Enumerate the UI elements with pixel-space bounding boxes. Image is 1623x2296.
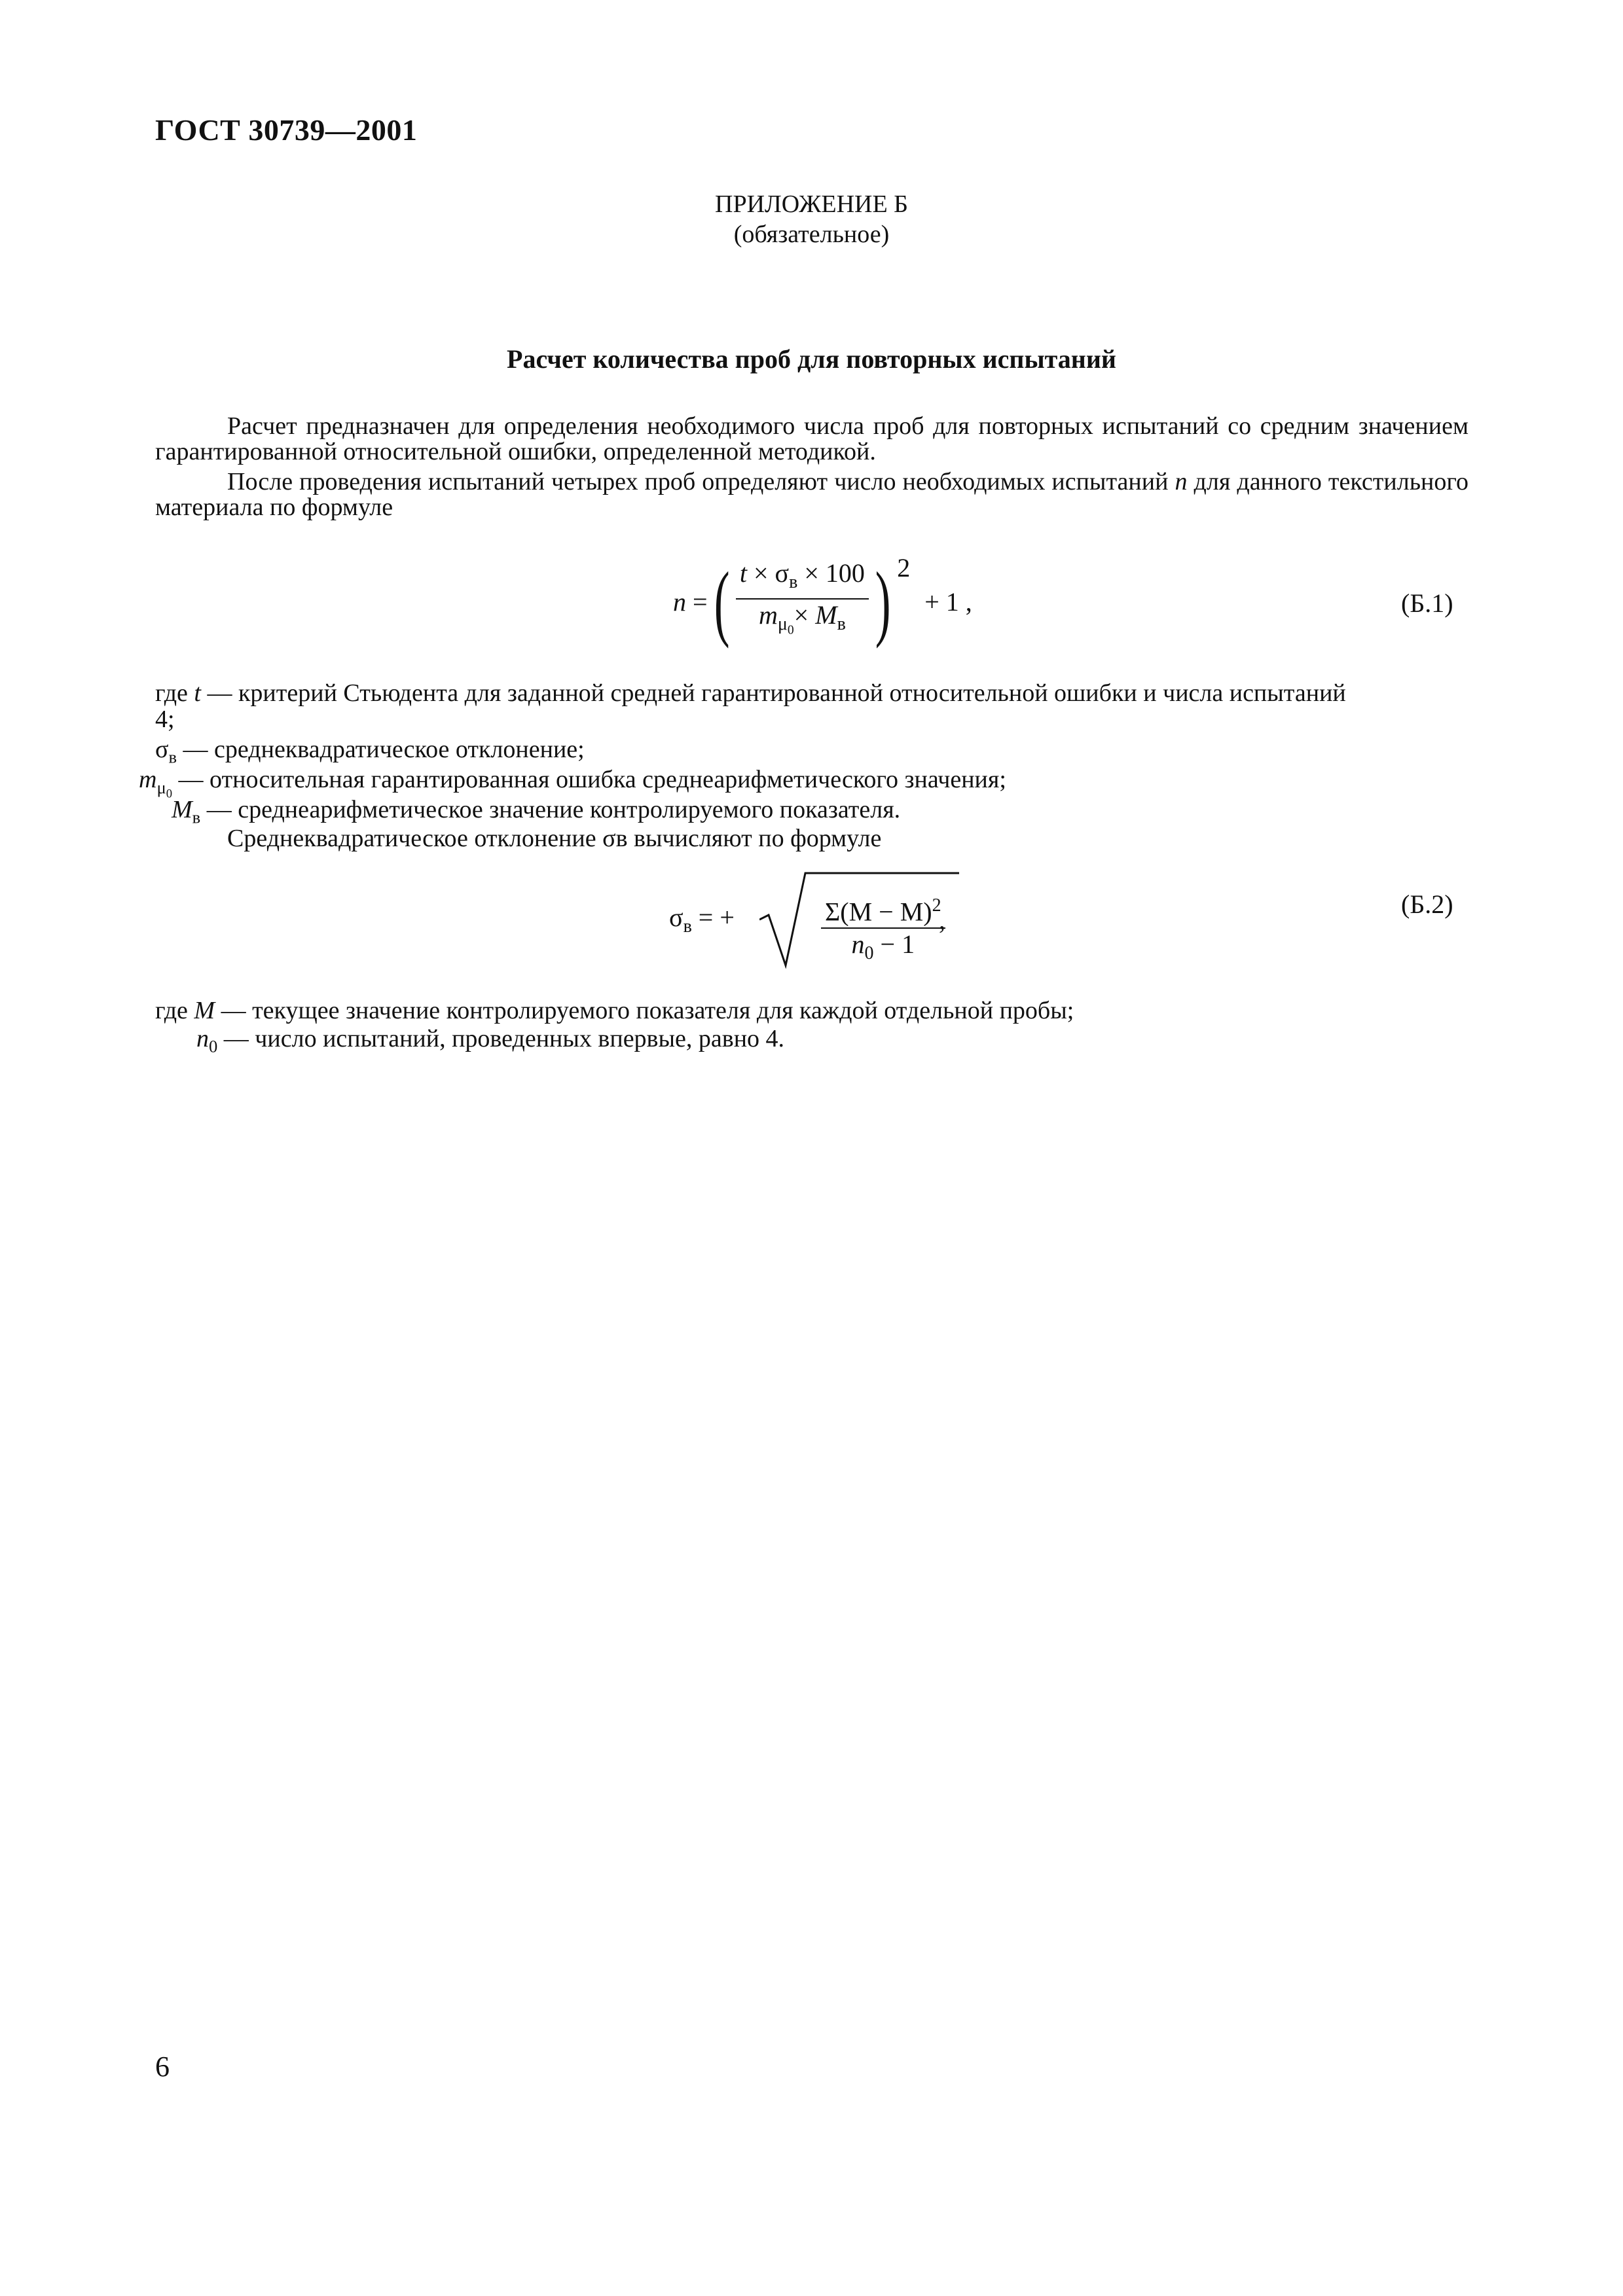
appendix-title: ПРИЛОЖЕНИЕ Б xyxy=(715,190,908,218)
formula-b1-fraction: $\frac{t \times \sigma_в \times 100}{m_{\mu_0}\times M_в}$ xyxy=(736,558,869,647)
formula-b1: n = ( $\frac{t \times \sigma_в \times 100}{m_{\mu_0}\times M_в}$ ) 2 + 1 , xyxy=(673,553,972,649)
document-code: ГОСТ 30739—2001 xyxy=(155,113,418,147)
page-number: 6 xyxy=(155,2051,170,2083)
definition-sigma: $\sigma_в$ — среднеквадратическое отклонение; xyxy=(155,736,585,767)
definition-M-current: где M — текущее значение контролируемого показателя для каждой отдельной пробы; xyxy=(155,997,1074,1024)
formula-b2: $\sigma_в$ = + $\frac{\Sigma(M - M)^2}{n_0 - 1}$ , xyxy=(669,870,1010,969)
paragraph-2: После проведения испытаний четырех проб определяют число необходимых испытаний n для данного текстильного материала по формуле xyxy=(155,468,1468,521)
definition-n0: $n_0$ — число испытаний, проведенных впервые, равно 4. xyxy=(196,1025,785,1056)
section-title: Расчет количества проб для повторных испытаний xyxy=(507,344,1116,374)
formula-b1-number: (Б.1) xyxy=(1401,588,1453,618)
definition-M: $M_в$ — среднеарифметическое значение контролируемого показателя. xyxy=(172,796,901,827)
formula-b2-number: (Б.2) xyxy=(1401,889,1453,919)
definition-m: $m_{\mu_0}$ — относительная гарантированная ошибка среднеарифметического значения; xyxy=(139,766,1006,800)
paragraph-1: Расчет предназначен для определения необходимого числа проб для повторных испытаний со средним значением гарантированной относительной ошибки, определенной методикой. xyxy=(155,412,1468,465)
formula-b2-fraction: $\frac{\Sigma(M - M)^2}{n_0 - 1}$ xyxy=(821,890,945,969)
appendix-subtitle: (обязательное) xyxy=(733,221,890,248)
definition-t-cont: 4; xyxy=(155,706,175,733)
formula-b2-lead: Среднеквадратическое отклонение σв вычисляют по формуле xyxy=(227,825,882,852)
definition-t: где t — критерий Стьюдента для заданной средней гарантированной относительной ошибки и числа испытаний xyxy=(155,679,1346,707)
